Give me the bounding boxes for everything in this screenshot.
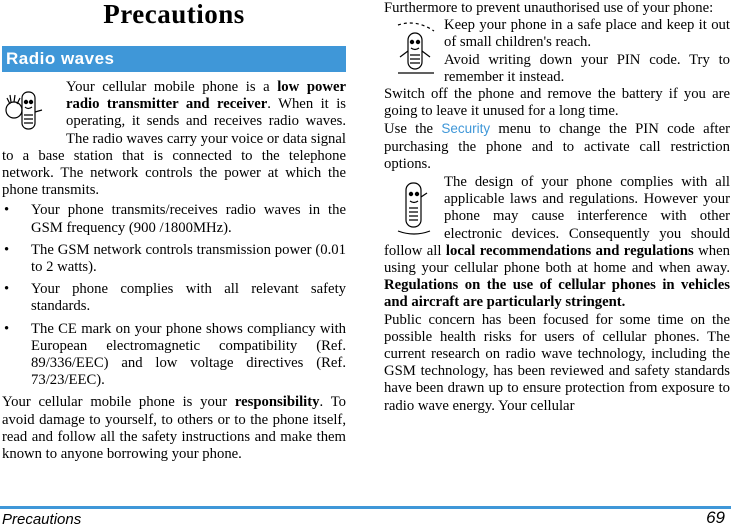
list-item: • Your phone transmits/receives radio waves in the GSM frequency (900 /1800MHz). [4, 202, 346, 236]
intro-paragraph: Your cellular mobile phone is a low power radio transmitter and receiver. When it is operating, it sends and receives radio waves. The radio waves carry your voice or data signal to a base station that is connected to the telephone network. The network controls the power at which the phone transmits. [2, 79, 347, 199]
page-number: 69 [706, 508, 725, 527]
unauthorised-use-paragraph: Furthermore to prevent unauthorised use of your phone: [384, 0, 714, 16]
bullet-icon: • [4, 241, 10, 258]
list-item: • The GSM network controls transmission power (0.01 to 2 watts). [4, 241, 346, 276]
keep-safe-paragraph: Keep your phone in a safe place and keep it out of small children's reach. [444, 17, 730, 51]
phone-mascot-keep-safe-icon [384, 17, 444, 81]
regulations-paragraph: The design of your phone complies with all applicable laws and regulations. However your phone may cause interference with other electronic devices. Consequently you should follow all local recommendations and regulations when using your cellular phone both at home and when away. Regulations on the use of cellular phones in vehicles and aircraft are particularly stringent. [384, 174, 730, 311]
right-column [384, 0, 730, 415]
section-heading-radio-waves: Radio waves [2, 46, 346, 72]
left-column [2, 0, 346, 463]
bullet-icon: • [4, 320, 10, 337]
pin-code-paragraph: Avoid writing down your PIN code. Try to remember it instead. [444, 51, 730, 85]
footer-chapter-title: Precautions [2, 511, 82, 528]
phone-mascot-standing-icon [384, 175, 444, 241]
security-menu-paragraph: Use the Security menu to change the PIN code after purchasing the phone and to activate call restriction options. [384, 121, 730, 172]
bullet-icon: • [4, 202, 10, 219]
phone-mascot-waving-icon [2, 74, 66, 140]
bullet-icon: • [4, 281, 10, 298]
responsibility-paragraph: Your cellular mobile phone is your responsibility. To avoid damage to yourself, to others or to the phone itself, read and follow all the safety instructions and make them known to anyone borrowing your phone. [2, 394, 346, 463]
footer-rule [0, 506, 731, 509]
security-menu-keyword: Security [441, 121, 491, 137]
list-item: • Your phone complies with all relevant safety standards. [4, 281, 346, 315]
list-item: • The CE mark on your phone shows compliancy with European electromagnetic compatibility (Ref. 89/336/EEC) and low voltage directives (Ref. 73/23/EEC). [4, 320, 346, 389]
switch-off-paragraph: Switch off the phone and remove the battery if you are going to leave it unused for a long time. [384, 86, 730, 120]
radio-bullet-list [2, 202, 346, 389]
health-concern-paragraph: Public concern has been focused for some time on the possible health risks for users of cellular phones. The current research on radio wave technology, including the GSM technology, has been reviewed and safety standards have been drawn up to ensure protection from exposure to radio wave energy. Your cellular [384, 311, 730, 414]
page-title: Precautions [103, 0, 245, 29]
